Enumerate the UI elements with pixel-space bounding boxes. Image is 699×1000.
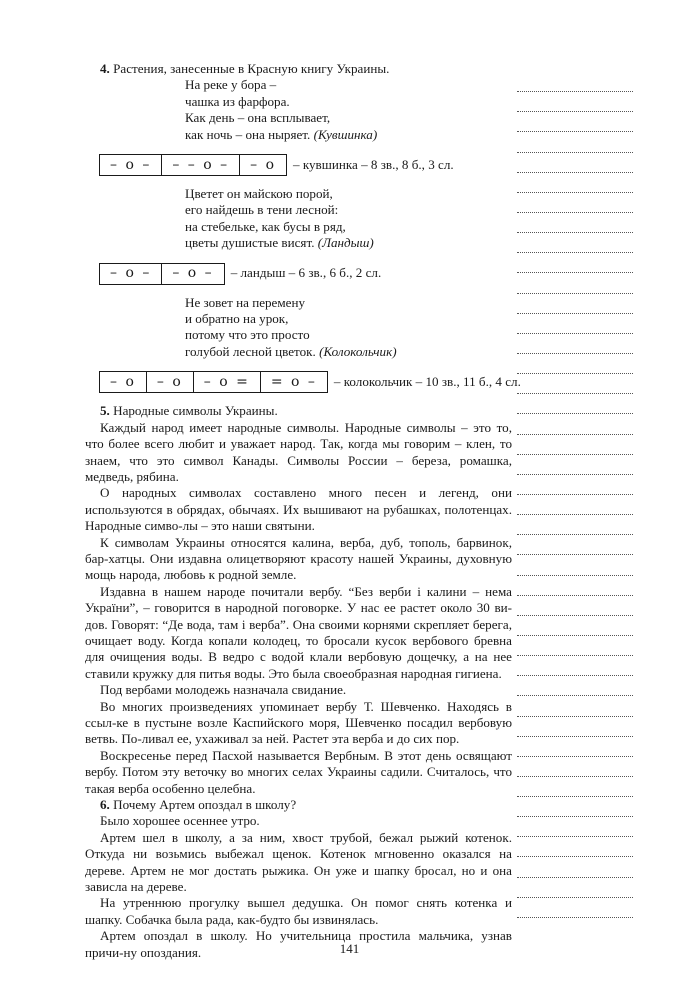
task-5-heading bbox=[85, 403, 512, 419]
margin-dotted-line bbox=[517, 153, 633, 173]
margin-dotted-line bbox=[517, 173, 633, 193]
margin-dotted-line bbox=[517, 857, 633, 877]
poem-line-text: как ночь – она ныряет. bbox=[185, 126, 311, 142]
task-4-heading bbox=[85, 61, 512, 77]
riddle-poem bbox=[185, 186, 512, 252]
margin-dotted-line bbox=[517, 495, 633, 515]
margin-dotted-line bbox=[517, 797, 633, 817]
margin-dotted-line bbox=[517, 394, 633, 414]
task-title: Растения, занесенные в Красную книгу Украины. bbox=[113, 61, 390, 76]
task-number: 5. bbox=[100, 403, 110, 419]
margin-dotted-line bbox=[517, 253, 633, 273]
text-paragraph: Было хорошее осеннее утро. bbox=[100, 813, 260, 829]
poem-line: потому что это просто bbox=[185, 327, 310, 343]
poem-line: На реке у бора – bbox=[185, 77, 277, 93]
scheme-syllable: – о bbox=[110, 374, 136, 391]
text-paragraph: Артем шел в школу, а за ним, хвост трубой, бежал рыжий котенок. Откуда ни возьмись выбежал щенок. Котенок мгновенно оказался на дереве. Артем не мог достать рыжика. Он уже и шапку бросал, но и она зависла на дереве. bbox=[85, 829, 512, 895]
margin-dotted-line bbox=[517, 455, 633, 475]
task-title: Народные символы Украины. bbox=[113, 403, 278, 419]
poem-line: Цветет он майскою порой, bbox=[185, 186, 333, 202]
poem-line-text: голубой лесной цветок. bbox=[185, 343, 316, 359]
scheme-syllable: – о – bbox=[161, 264, 223, 284]
scheme-box bbox=[99, 263, 225, 285]
riddle-poem bbox=[185, 295, 512, 361]
riddle-answer: (Ландыш) bbox=[317, 235, 374, 251]
text-paragraph: Во многих произведениях упоминает вербу Т. Шевченко. Находясь в ссыл-ке в пустыне возле Каспийского моря, Шевченко посадил вербовую ветвь. По-ливал ее, ухаживал за ней. Растет эта верба и до сих пор. bbox=[85, 698, 512, 747]
scheme-analysis: – кувшинка – 8 зв., 8 б., 3 сл. bbox=[293, 156, 454, 172]
margin-dotted-line bbox=[517, 817, 633, 837]
margin-dotted-line bbox=[517, 515, 633, 535]
scheme-syllable: – – о – bbox=[161, 155, 239, 175]
margin-dotted-line bbox=[517, 596, 633, 616]
text-paragraph: На утреннюю прогулку вышел дедушка. Он помог снять котенка и шапку. Собачка была рада, как-будто бы извинялась. bbox=[85, 895, 512, 927]
margin-dotted-line bbox=[517, 435, 633, 455]
poem-line bbox=[185, 127, 512, 143]
margin-dotted-line bbox=[517, 233, 633, 253]
riddle-answer: (Колокольчик) bbox=[319, 343, 397, 359]
margin-dotted-line bbox=[517, 273, 633, 293]
margin-dotted-line bbox=[517, 213, 633, 233]
margin-dotted-line bbox=[517, 414, 633, 434]
poem-line: на стебельке, как бусы в ряд, bbox=[185, 218, 346, 234]
margin-dotted-line bbox=[517, 616, 633, 636]
margin-dotted-line bbox=[517, 656, 633, 676]
margin-dotted-line bbox=[517, 72, 633, 92]
poem-line: Как день – она всплывает, bbox=[185, 110, 331, 126]
margin-dotted-line bbox=[517, 475, 633, 495]
margin-dotted-line bbox=[517, 354, 633, 374]
poem-line: его найдешь в тени лесной: bbox=[185, 202, 339, 218]
text-paragraph: Воскресенье перед Пасхой называется Вербным. В этот день освящают вербу. Потом эту веточку во многих селах Украины садили. Считалось, что такая верба особенно целебна. bbox=[85, 747, 512, 796]
task-6-heading bbox=[85, 797, 512, 813]
word-scheme bbox=[99, 263, 512, 285]
margin-dotted-line bbox=[517, 314, 633, 334]
text-paragraph: Издавна в нашем народе почитали вербу. “Без верби і калини – нема України”, – говорится в народной поговорке. У нас ее растет около 30 ви-дов. Говорят: “Де вода, там і верба”. Она своими корнями скрепляет берега, очищает воду. Когда копали колодец, то бросали кусок вербового бревна для очищения воды. В ведро с водой клали вербовую дощечку, а на нее ставили кружку для питья воды. Это была своеобразная народная гигиена. bbox=[85, 583, 512, 681]
margin-dotted-line bbox=[517, 92, 633, 112]
scheme-syllable: – о – bbox=[110, 156, 152, 173]
margin-dotted-line bbox=[517, 334, 633, 354]
scheme-box bbox=[99, 371, 328, 393]
task-title: Почему Артем опоздал в школу? bbox=[113, 797, 297, 813]
margin-dotted-line bbox=[517, 898, 633, 918]
text-paragraph: К символам Украины относятся калина, верба, дуб, тополь, барвинок, бар-хатцы. Они издавна олицетворяют красоту нашей Украины, духовную мощь народа, любовь к родной земле. bbox=[85, 534, 512, 583]
margin-dotted-line bbox=[517, 374, 633, 394]
margin-dotted-line bbox=[517, 132, 633, 152]
task-number: 6. bbox=[100, 797, 110, 813]
margin-dotted-line bbox=[517, 555, 633, 575]
scheme-syllable: – о – bbox=[110, 265, 152, 282]
text-paragraph: Каждый народ имеет народные символы. Народные символы – это то, что более всего любит и уважает народ. Так, когда мы говорим – клен, то знаем, что это символ Канады. Символы России – береза, ромашка, медведь, рябина. bbox=[85, 419, 512, 484]
task-number: 4. bbox=[100, 61, 110, 76]
margin-dotted-line bbox=[517, 676, 633, 696]
scheme-box bbox=[99, 154, 287, 176]
word-scheme bbox=[99, 154, 512, 176]
margin-dotted-line bbox=[517, 112, 633, 132]
margin-dotted-line bbox=[517, 535, 633, 555]
word-scheme bbox=[99, 371, 521, 393]
poem-line: чашка из фарфора. bbox=[185, 93, 290, 109]
margin-dotted-line bbox=[517, 837, 633, 857]
margin-dotted-line bbox=[517, 757, 633, 777]
riddle-answer: (Кувшинка) bbox=[313, 126, 378, 142]
margin-dotted-line bbox=[517, 636, 633, 656]
scheme-analysis: – ландыш – 6 зв., 6 б., 2 сл. bbox=[230, 265, 382, 281]
riddle-poem bbox=[185, 77, 512, 143]
text-paragraph: Под вербами молодежь назначала свидание. bbox=[100, 682, 347, 698]
scheme-syllable: – о bbox=[146, 372, 193, 392]
margin-dotted-line bbox=[517, 878, 633, 898]
scheme-syllable: – о bbox=[239, 155, 286, 175]
poem-line bbox=[185, 235, 512, 251]
scheme-syllable: = о – bbox=[260, 372, 327, 392]
text-paragraph: Артем опоздал в школу. Но учительница простила мальчика, узнав причи-ну опоздания. bbox=[85, 928, 512, 960]
margin-dotted-line bbox=[517, 717, 633, 737]
scheme-syllable: – о = bbox=[193, 372, 260, 392]
poem-line-text: цветы душистые висят. bbox=[185, 235, 315, 251]
main-text-column bbox=[85, 61, 521, 961]
poem-line bbox=[185, 344, 512, 360]
margin-dotted-line bbox=[517, 777, 633, 797]
poem-line: и обратно на урок, bbox=[185, 311, 289, 327]
margin-dotted-line bbox=[517, 696, 633, 716]
margin-dotted-line bbox=[517, 193, 633, 213]
margin-note-lines bbox=[517, 72, 633, 918]
poem-line: Не зовет на перемену bbox=[185, 294, 306, 310]
margin-dotted-line bbox=[517, 576, 633, 596]
page-number: 141 bbox=[339, 941, 360, 956]
scheme-analysis: – колокольчик – 10 зв., 11 б., 4 сл. bbox=[333, 374, 521, 390]
margin-dotted-line bbox=[517, 294, 633, 314]
margin-dotted-line bbox=[517, 737, 633, 757]
text-paragraph: О народных символах составлено много песен и легенд, они используются в обрядах, обычаях. Их вышивают на рубашках, полотенцах. Народные симво-лы – это наши святыни. bbox=[85, 485, 512, 534]
